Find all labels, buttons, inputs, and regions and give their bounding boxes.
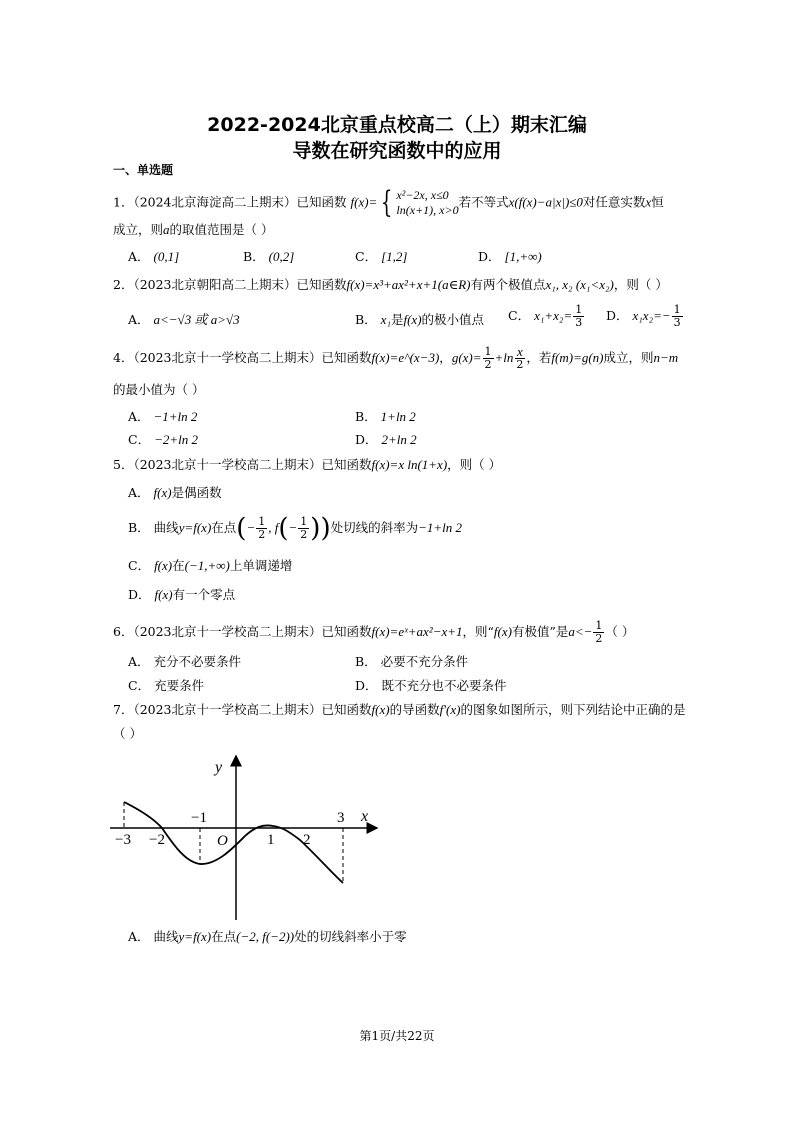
case-2: ln(x+1), x>0 <box>396 203 459 217</box>
var: x <box>645 194 652 210</box>
q1-option-c[interactable] <box>355 248 407 266</box>
func: y=f(x) <box>178 520 212 535</box>
question-source: （2023北京十一学校高二上期末）已知函数 <box>133 702 372 717</box>
option-label: A． <box>128 485 150 500</box>
option-text: [1,2] <box>381 249 408 264</box>
option-label: A． <box>128 409 150 424</box>
function-def: f(x)=x³+ax²+x+1(a∈R) <box>346 277 471 292</box>
func: f(x) <box>403 312 422 327</box>
question-6-line1 <box>113 620 634 645</box>
question-number: 2． <box>113 277 134 292</box>
option-text: (0,2] <box>268 249 295 264</box>
q2-option-a[interactable] <box>128 311 240 329</box>
text: ，则“ <box>462 624 494 639</box>
text: ，则（ ） <box>613 277 668 292</box>
text: 若不等式 <box>458 194 509 210</box>
page-footer: 第1页/共22页 <box>359 1029 435 1043</box>
text: （ ） <box>605 624 635 639</box>
question-source: （2023北京十一学校高二上期末）已知函数 <box>133 457 372 472</box>
function-g: g(x)= <box>451 350 482 365</box>
point: (−2, f(−2)) <box>236 929 295 944</box>
question-1-line2 <box>113 221 274 239</box>
option-label: C． <box>508 308 531 323</box>
option-text: 1+ln 2 <box>380 409 416 424</box>
option-text: [1,+∞) <box>504 249 542 264</box>
tick-label: 3 <box>337 810 345 826</box>
text: 上单调递增 <box>229 558 293 573</box>
origin-label: O <box>217 833 228 849</box>
tick-label: 1 <box>267 832 275 848</box>
q4-option-d[interactable] <box>355 431 417 449</box>
q6-option-a[interactable] <box>128 653 241 671</box>
option-label: C． <box>128 558 151 573</box>
question-number: 4． <box>113 350 134 365</box>
text: 的导函数 <box>389 702 440 717</box>
function-f: f(x)=e^(x−3) <box>371 350 440 365</box>
text: 成立，则 <box>603 350 654 365</box>
option-text: 充要条件 <box>154 678 205 693</box>
fraction <box>672 304 683 329</box>
expr: x₁x₂=− <box>632 308 671 323</box>
denominator: 2 <box>484 358 492 371</box>
option-text: 是偶函数 <box>171 485 222 500</box>
option-text: −1+ln 2 <box>153 409 198 424</box>
expr: +ln <box>494 350 514 365</box>
question-1-line1 <box>113 185 664 220</box>
case-1: x²−2x, x≤0 <box>396 188 449 202</box>
option-label: B． <box>355 409 377 424</box>
q2-option-c[interactable] <box>508 304 585 329</box>
tick-label: 2 <box>303 832 311 848</box>
option-text: 2+ln 2 <box>381 432 417 447</box>
brace-symbol: { <box>381 185 393 220</box>
option-label: A． <box>128 249 150 264</box>
condition: f(m)=g(n) <box>551 350 604 365</box>
option-label: D． <box>128 587 151 602</box>
function-def: f(x)= <box>350 194 378 210</box>
option-text: a<−√3 或 a>√3 <box>153 312 240 327</box>
denominator: 3 <box>575 316 583 329</box>
func: f(x) <box>154 558 173 573</box>
derivative-graph <box>105 752 395 924</box>
q5-option-b[interactable] <box>128 513 463 544</box>
function-def: f(x)=eˣ+ax²−x+1 <box>371 624 463 639</box>
piecewise-cases <box>396 188 458 218</box>
q6-option-d[interactable] <box>355 677 507 695</box>
func: f(x) <box>154 587 173 602</box>
expr: n−m <box>653 350 679 365</box>
option-label: C． <box>128 432 151 447</box>
point-coords: − <box>246 520 256 535</box>
text: 的取值范围是（ ） <box>169 222 274 237</box>
func: f(x) <box>493 624 512 639</box>
option-text: −2+ln 2 <box>154 432 198 447</box>
option-label: C． <box>355 249 378 264</box>
question-number: 1． <box>113 194 134 210</box>
section-heading: 一、单选题 <box>113 163 174 177</box>
q1-option-b[interactable] <box>243 248 294 266</box>
title-line2: 导数在研究函数中的应用 <box>292 140 502 162</box>
interval: (−1,+∞) <box>184 558 230 573</box>
numerator: 1 <box>595 619 603 632</box>
fraction <box>593 620 604 645</box>
option-label: C． <box>128 678 151 693</box>
text: 有极值”是 <box>511 624 569 639</box>
text: 处切线的斜率为 <box>330 520 419 535</box>
option-text: 既不充分也不必要条件 <box>381 678 507 693</box>
derivative: f′(x) <box>439 702 461 717</box>
question-source: （2023北京十一学校高二上期末）已知函数 <box>133 350 372 365</box>
q1-option-a[interactable] <box>128 248 179 266</box>
option-label: A． <box>128 312 150 327</box>
q2-option-d[interactable] <box>606 304 684 329</box>
numerator: 1 <box>575 303 583 316</box>
option-label: B． <box>243 249 265 264</box>
denominator: 2 <box>516 358 524 371</box>
numerator: 1 <box>673 303 681 316</box>
question-source: （2023北京朝阳高二上期末）已知函数 <box>133 277 347 292</box>
q4-option-b[interactable] <box>355 408 416 426</box>
option-label: B． <box>355 312 377 327</box>
text: ，若 <box>526 350 552 365</box>
q5-option-a[interactable] <box>128 484 222 502</box>
tick-label: −1 <box>191 810 207 826</box>
fraction: $\frac{1}{2}$ <box>258 515 266 541</box>
text: 有两个极值点 <box>470 277 546 292</box>
text: 对任意实数 <box>582 194 646 210</box>
option-label: D． <box>606 308 629 323</box>
fraction <box>483 346 494 371</box>
fraction <box>514 346 525 371</box>
option-text: 有一个零点 <box>172 587 236 602</box>
question-source: （2024北京海淀高二上期末）已知函数 <box>133 194 347 210</box>
option-label: D． <box>355 432 378 447</box>
text: 是 <box>390 312 404 327</box>
q4-option-a[interactable] <box>128 408 197 426</box>
text: 在点 <box>211 929 237 944</box>
extreme-points: x₁, x₂ (x₁<x₂) <box>545 277 614 292</box>
point-coords: , f <box>268 520 279 535</box>
q1-option-d[interactable] <box>478 248 542 266</box>
fraction: $\frac{1}{2}$ <box>300 515 308 541</box>
func: y=f(x) <box>178 929 212 944</box>
denominator: 2 <box>595 632 603 645</box>
question-5-line1 <box>113 456 501 474</box>
piecewise-function <box>377 185 459 220</box>
func: f(x) <box>153 485 172 500</box>
fraction <box>573 304 584 329</box>
function-def: f(x)=x ln(1+x) <box>371 457 448 472</box>
q4-option-c[interactable] <box>128 431 198 449</box>
var: x₁ <box>380 312 391 327</box>
option-label: D． <box>478 249 501 264</box>
expr: x₁+x₂= <box>534 308 573 323</box>
text: ，则（ ） <box>447 457 502 472</box>
question-7-line1 <box>113 701 685 719</box>
tick-label: −2 <box>149 832 165 848</box>
text: 的极小值点 <box>421 312 485 327</box>
question-7-line2: （ ） <box>113 726 142 741</box>
q2-option-b[interactable] <box>355 311 484 329</box>
numerator: x <box>517 344 523 359</box>
q6-option-b[interactable] <box>355 653 468 671</box>
text: 曲线 <box>153 520 179 535</box>
paren: ( <box>278 513 289 544</box>
func: f(x) <box>371 702 390 717</box>
text: 成立，则 <box>113 222 164 237</box>
option-text: 充分不必要条件 <box>153 654 242 669</box>
question-4-line2: 的最小值为（ ） <box>113 382 205 397</box>
var: a <box>163 222 170 237</box>
tick-label: −3 <box>115 832 131 848</box>
y-axis-label: y <box>215 759 223 776</box>
question-number: 6． <box>113 624 134 639</box>
text: 曲线 <box>153 929 179 944</box>
inequality: x(f(x)−a|x|)≤0 <box>508 194 583 210</box>
question-number: 5． <box>113 457 134 472</box>
paren: )) <box>310 513 331 544</box>
text: 在点 <box>211 520 237 535</box>
numerator: 1 <box>484 345 492 358</box>
value: −1+ln 2 <box>418 520 463 535</box>
q7-option-a[interactable] <box>128 928 407 946</box>
x-axis-label: x <box>361 808 369 825</box>
q5-option-c[interactable] <box>128 557 292 575</box>
denominator: 3 <box>673 316 681 329</box>
text: 处的切线斜率小于零 <box>294 929 407 944</box>
option-label: A． <box>128 654 150 669</box>
question-2-line1 <box>113 276 668 294</box>
title-line1: 2022-2024北京重点校高二（上）期末汇编 <box>207 114 587 136</box>
point-coords: − <box>288 520 298 535</box>
option-label: B． <box>355 654 377 669</box>
paren: ( <box>236 513 247 544</box>
condition: a<− <box>568 624 593 639</box>
text: 在 <box>172 558 185 573</box>
option-text: (0,1] <box>153 249 180 264</box>
q5-option-d[interactable] <box>128 586 235 604</box>
option-text: 必要不充分条件 <box>380 654 469 669</box>
option-label: A． <box>128 929 150 944</box>
q6-option-c[interactable] <box>128 677 204 695</box>
question-number: 7． <box>113 702 134 717</box>
option-label: D． <box>355 678 378 693</box>
option-label: B． <box>128 520 150 535</box>
question-source: （2023北京十一学校高二上期末）已知函数 <box>133 624 372 639</box>
question-4-line1: 4．（2023北京十一学校高二上期末）已知函数f(x)=e^(x−3)，g(x)= $\frac{1}{2}$ +ln $\frac{x}{2}$ ，若f(m)=g(n)成立，则n−m <box>113 344 679 371</box>
text: 的图象如图所示，则下列结论中正确的是 <box>460 702 686 717</box>
text: 恒 <box>651 194 664 210</box>
